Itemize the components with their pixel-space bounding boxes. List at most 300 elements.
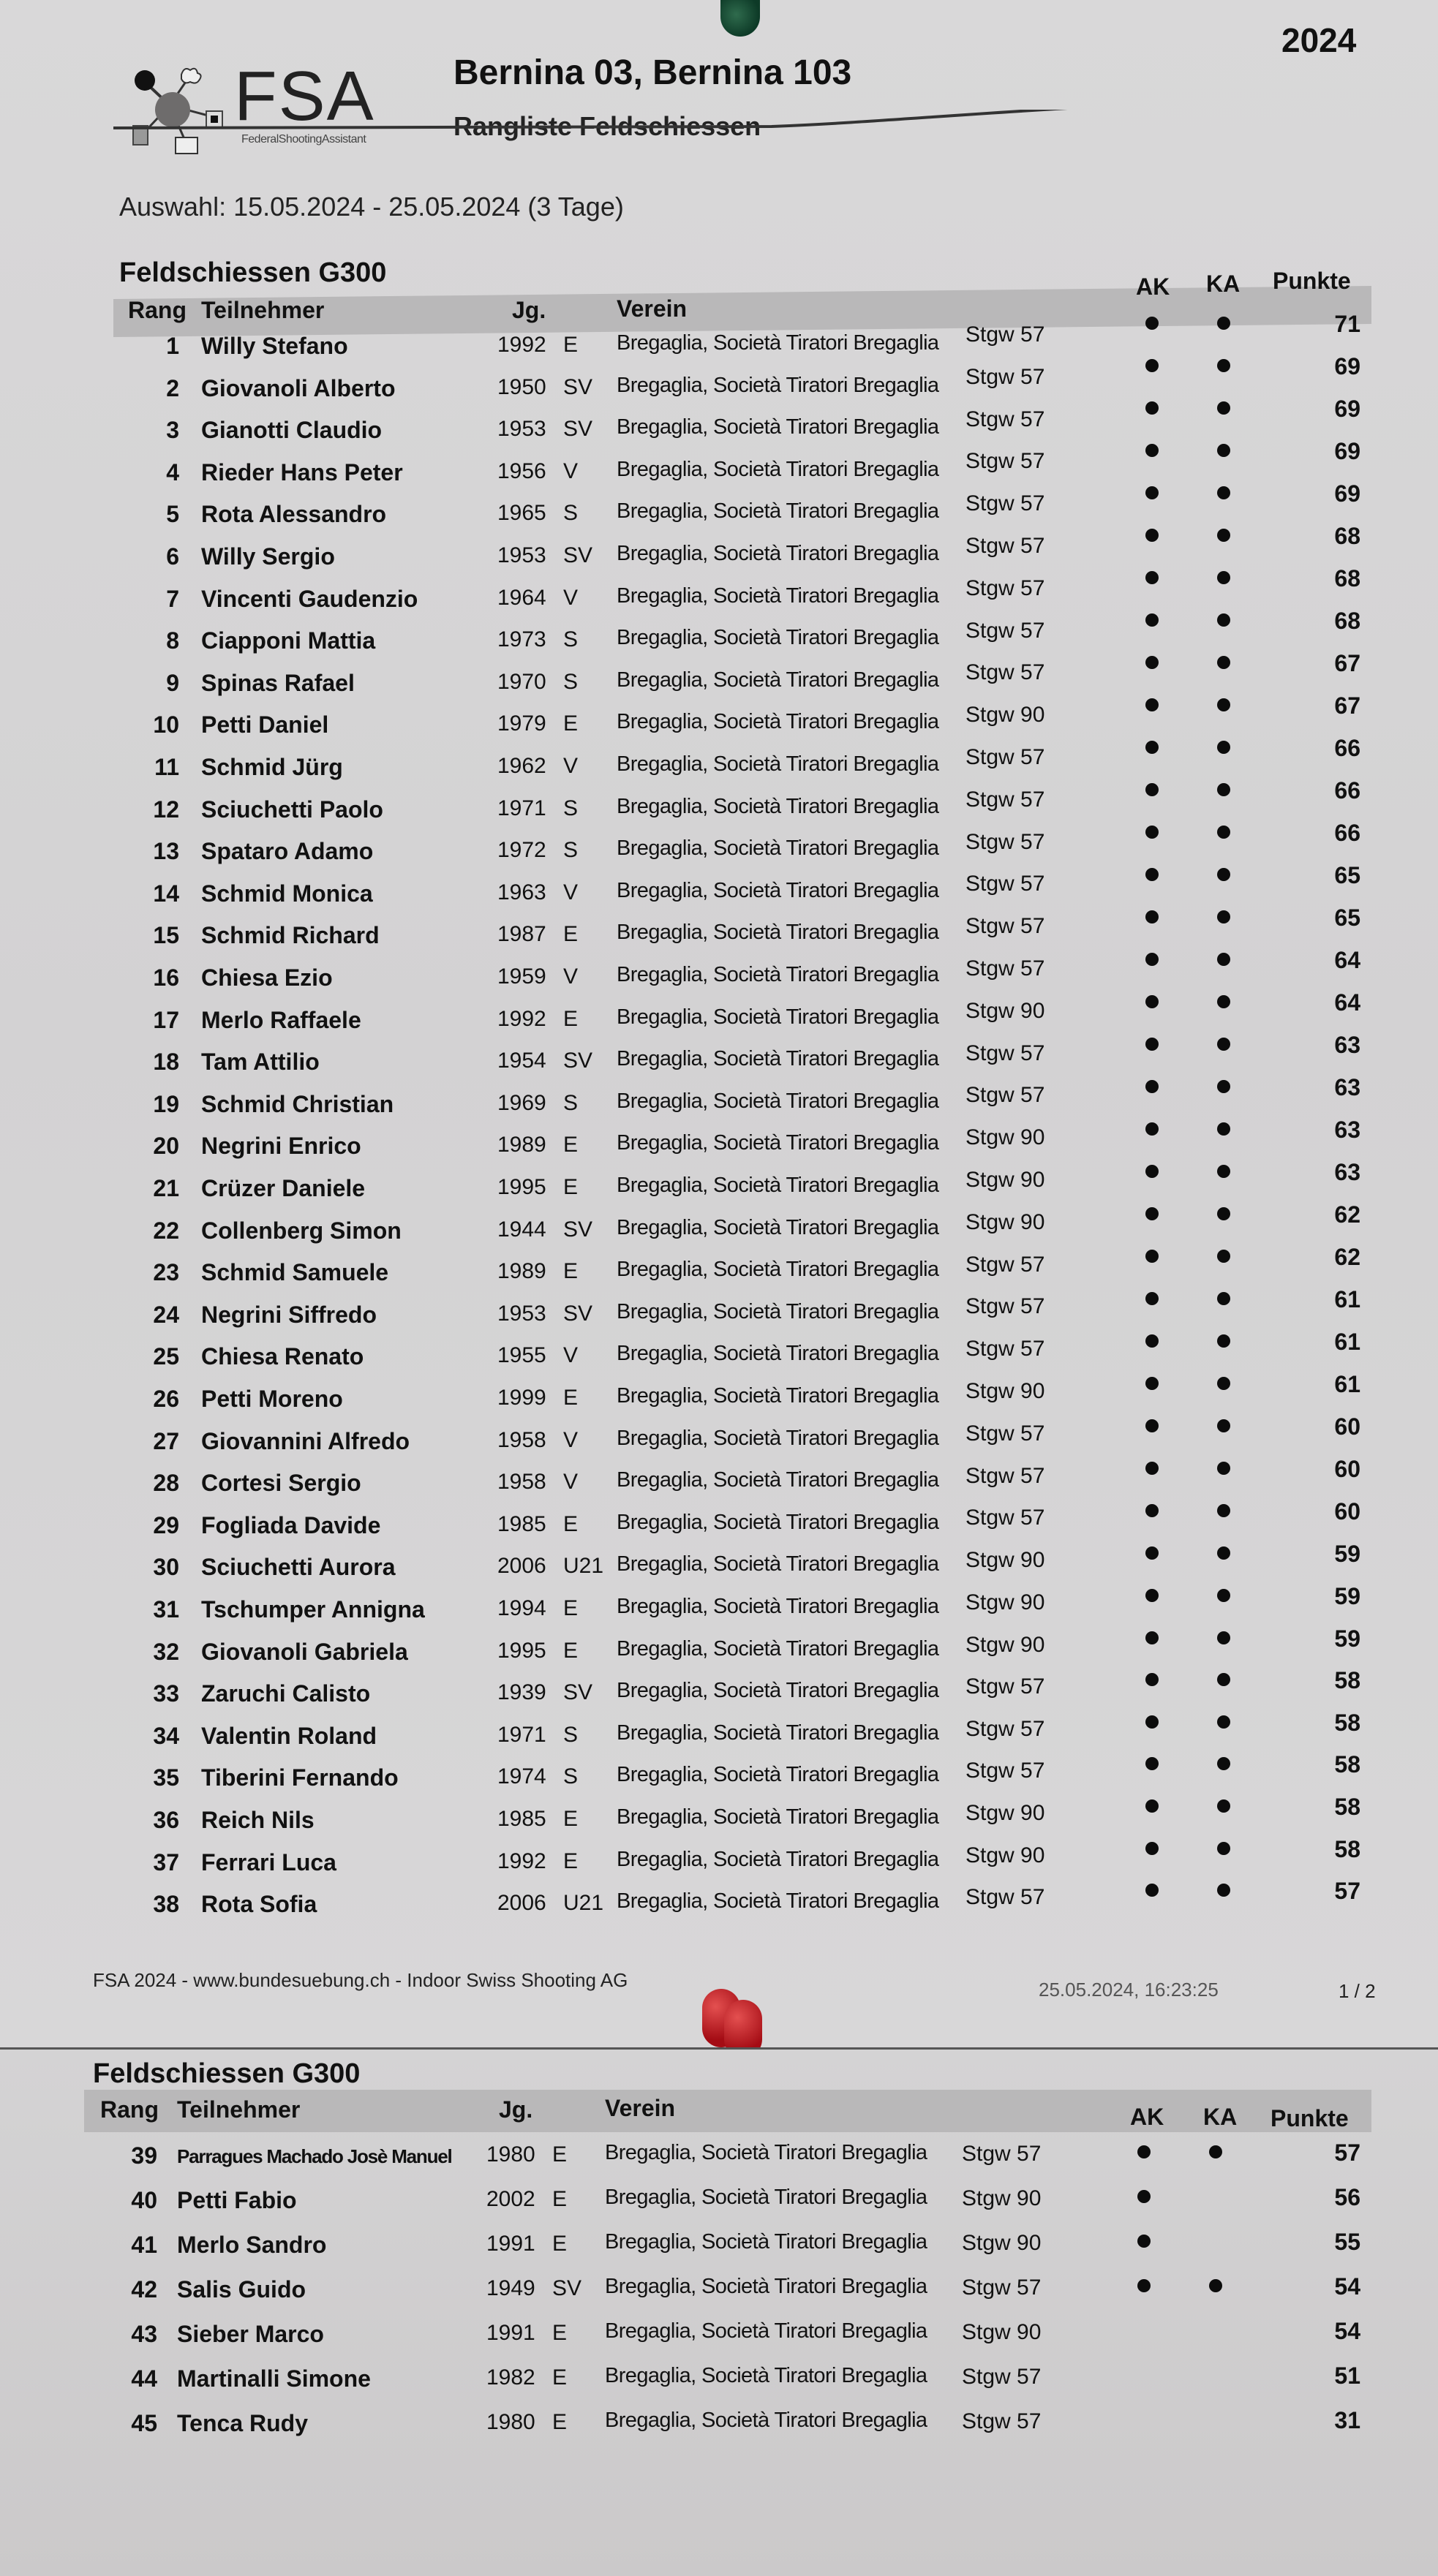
weapon-cell: Stgw 90 (965, 1125, 1045, 1150)
ak-marker-icon (1145, 1842, 1159, 1855)
club-cell: Bregaglia, Società Tiratori Bregaglia (617, 415, 939, 439)
ka-marker-icon (1217, 444, 1230, 457)
logo-subtitle: FederalShootingAssistant (241, 133, 366, 146)
ak-marker-icon (1145, 1546, 1159, 1560)
ak-marker-icon (1145, 1292, 1159, 1305)
weapon-cell: Stgw 57 (965, 914, 1045, 939)
rank-cell: 23 (153, 1259, 179, 1286)
participant-cell: Cortesi Sergio (201, 1470, 361, 1497)
column-header-club: Verein (617, 295, 688, 322)
year-cell: 1994 (497, 1596, 546, 1620)
participant-cell: Tam Attilio (201, 1049, 320, 1076)
participant-cell: Zaruchi Calisto (201, 1680, 371, 1707)
points-cell: 60 (1334, 1456, 1360, 1482)
participant-cell: Giovanoli Gabriela (201, 1638, 408, 1665)
category-cell: E (552, 2321, 568, 2345)
participant-cell: Giovannini Alfredo (201, 1427, 410, 1454)
year-cell: 1965 (497, 501, 546, 526)
participant-cell: Chiesa Ezio (201, 964, 333, 991)
ka-marker-icon (1217, 359, 1230, 372)
category-cell: SV (552, 2276, 582, 2300)
year-cell: 1949 (486, 2276, 535, 2300)
category-cell: S (563, 501, 579, 526)
ka-marker-icon (1217, 826, 1230, 839)
weapon-cell: Stgw 57 (965, 1294, 1045, 1319)
column-header-year: Jg. (512, 297, 546, 323)
club-cell: Bregaglia, Società Tiratori Bregaglia (617, 331, 939, 355)
weapon-cell: Stgw 57 (965, 1337, 1045, 1361)
participant-cell: Spinas Rafael (201, 669, 355, 696)
column-header-rank: Rang (100, 2096, 159, 2123)
ka-marker-icon (1217, 868, 1230, 881)
category-cell: E (563, 922, 579, 947)
ak-marker-icon (1145, 698, 1159, 711)
points-cell: 68 (1334, 523, 1360, 549)
ka-marker-icon (1217, 741, 1230, 754)
ka-marker-icon (1217, 1715, 1230, 1729)
table-row (0, 2318, 1438, 2362)
column-header-points: Punkte (1271, 2105, 1349, 2131)
ak-marker-icon (1145, 995, 1159, 1008)
weapon-cell: Stgw 57 (965, 1716, 1045, 1741)
participant-cell: Schmid Monica (201, 880, 373, 907)
club-cell: Bregaglia, Società Tiratori Bregaglia (617, 836, 939, 861)
year-cell: 1953 (497, 417, 546, 442)
rank-cell: 19 (153, 1090, 179, 1117)
ak-marker-icon (1145, 826, 1159, 839)
club-cell: Bregaglia, Società Tiratori Bregaglia (617, 1595, 939, 1618)
network-logo-icon (124, 60, 234, 155)
year-cell: 1955 (497, 1343, 546, 1368)
category-cell: V (563, 1343, 579, 1368)
participant-cell: Salis Guido (177, 2276, 306, 2303)
club-cell: Bregaglia, Società Tiratori Bregaglia (617, 1679, 939, 1703)
category-cell: E (563, 1848, 579, 1873)
club-cell: Bregaglia, Società Tiratori Bregaglia (617, 626, 939, 650)
rank-cell: 39 (131, 2142, 157, 2169)
year-cell: 1959 (497, 964, 546, 989)
rank-cell: 41 (131, 2232, 157, 2258)
category-cell: S (563, 669, 579, 694)
weapon-cell: Stgw 57 (965, 618, 1045, 643)
weapon-cell: Stgw 90 (962, 2231, 1042, 2255)
ak-marker-icon (1145, 1757, 1159, 1770)
category-cell: S (563, 1722, 579, 1747)
club-cell: Bregaglia, Società Tiratori Bregaglia (617, 752, 939, 776)
points-cell: 59 (1334, 1583, 1360, 1609)
rank-cell: 42 (131, 2276, 157, 2303)
category-cell: V (563, 880, 579, 904)
category-cell: SV (563, 1049, 593, 1073)
points-cell: 68 (1334, 565, 1360, 592)
category-cell: V (563, 1427, 579, 1452)
ak-marker-icon (1145, 1715, 1159, 1729)
participant-cell: Giovanoli Alberto (201, 374, 396, 401)
points-cell: 63 (1334, 1074, 1360, 1100)
ak-marker-icon (1145, 1038, 1159, 1051)
weapon-cell: Stgw 57 (965, 787, 1045, 812)
club-cell: Bregaglia, Società Tiratori Bregaglia (617, 1426, 939, 1450)
points-cell: 55 (1334, 2229, 1360, 2255)
rank-cell: 13 (153, 838, 179, 865)
points-cell: 58 (1334, 1794, 1360, 1820)
ak-marker-icon (1137, 2279, 1151, 2292)
ka-marker-icon (1217, 1122, 1230, 1136)
ak-marker-icon (1145, 529, 1159, 542)
year-cell: 1970 (497, 669, 546, 694)
rank-cell: 16 (153, 964, 179, 991)
year-label: 2024 (1281, 21, 1357, 59)
ak-marker-icon (1137, 2145, 1151, 2158)
year-cell: 1991 (486, 2232, 535, 2256)
points-cell: 64 (1334, 989, 1360, 1016)
year-cell: 1985 (497, 1511, 546, 1536)
participant-cell: Merlo Raffaele (201, 1006, 361, 1033)
points-cell: 67 (1334, 650, 1360, 676)
rank-cell: 30 (153, 1554, 179, 1581)
ak-marker-icon (1145, 868, 1159, 881)
category-cell: S (563, 1764, 579, 1789)
category-cell: E (563, 1259, 579, 1284)
ka-marker-icon (1217, 1080, 1230, 1093)
weapon-cell: Stgw 57 (965, 322, 1045, 347)
column-header-participant: Teilnehmer (201, 297, 325, 323)
rank-cell: 26 (153, 1386, 179, 1412)
footer-page-number: 1 / 2 (1339, 1980, 1376, 2002)
rank-cell: 3 (166, 417, 179, 444)
points-cell: 69 (1334, 438, 1360, 464)
year-cell: 1995 (497, 1175, 546, 1199)
points-cell: 61 (1334, 1286, 1360, 1312)
rank-cell: 38 (153, 1891, 179, 1918)
year-cell: 2006 (497, 1891, 546, 1916)
rank-cell: 6 (166, 543, 179, 570)
rank-cell: 20 (153, 1133, 179, 1160)
club-cell: Bregaglia, Società Tiratori Bregaglia (605, 2275, 927, 2298)
club-cell: Bregaglia, Società Tiratori Bregaglia (617, 668, 939, 692)
weapon-cell: Stgw 57 (965, 1083, 1045, 1108)
year-cell: 1972 (497, 838, 546, 863)
participant-cell: Schmid Richard (201, 922, 380, 949)
column-header-points: Punkte (1273, 268, 1351, 294)
club-cell: Bregaglia, Società Tiratori Bregaglia (617, 963, 939, 986)
participant-cell: Fogliada Davide (201, 1511, 381, 1538)
ak-marker-icon (1145, 1462, 1159, 1475)
category-cell: E (563, 1807, 579, 1831)
participant-cell: Parragues Machado Josè Manuel (177, 2145, 452, 2167)
ka-marker-icon (1217, 529, 1230, 542)
weapon-cell: Stgw 57 (962, 2365, 1042, 2389)
ak-marker-icon (1145, 783, 1159, 796)
rank-cell: 12 (153, 796, 179, 823)
year-cell: 2002 (486, 2187, 535, 2211)
ak-marker-icon (1145, 1673, 1159, 1686)
participant-cell: Willy Stefano (201, 333, 348, 359)
weapon-cell: Stgw 90 (965, 1843, 1045, 1867)
ak-marker-icon (1145, 1884, 1159, 1897)
weapon-cell: Stgw 90 (962, 2320, 1042, 2344)
ka-marker-icon (1217, 1799, 1230, 1813)
club-cell: Bregaglia, Società Tiratori Bregaglia (617, 1763, 939, 1787)
ak-marker-icon (1145, 1250, 1159, 1263)
category-cell: E (563, 711, 579, 736)
rank-cell: 29 (153, 1511, 179, 1538)
points-cell: 63 (1334, 1117, 1360, 1143)
points-cell: 69 (1334, 480, 1360, 507)
club-cell: Bregaglia, Società Tiratori Bregaglia (605, 2230, 927, 2254)
club-cell: Bregaglia, Società Tiratori Bregaglia (617, 499, 939, 524)
section-title: Feldschiessen G300 (119, 257, 387, 288)
ak-marker-icon (1145, 1419, 1159, 1432)
participant-cell: Gianotti Claudio (201, 417, 383, 444)
table-row (0, 2407, 1438, 2451)
rank-cell: 44 (131, 2365, 157, 2392)
ka-marker-icon (1217, 1250, 1230, 1263)
club-cell: Bregaglia, Società Tiratori Bregaglia (617, 1342, 939, 1366)
points-cell: 54 (1334, 2273, 1360, 2300)
ak-marker-icon (1145, 1377, 1159, 1390)
club-cell: Bregaglia, Società Tiratori Bregaglia (617, 1174, 939, 1197)
ak-marker-icon (1145, 317, 1159, 330)
header-divider (113, 110, 1371, 139)
weapon-cell: Stgw 57 (965, 1421, 1045, 1446)
points-cell: 59 (1334, 1541, 1360, 1567)
participant-cell: Schmid Samuele (201, 1259, 389, 1286)
category-cell: V (563, 964, 579, 989)
points-cell: 64 (1334, 947, 1360, 973)
rank-cell: 22 (153, 1217, 179, 1244)
ak-marker-icon (1145, 1080, 1159, 1093)
points-cell: 57 (1334, 1878, 1360, 1905)
points-cell: 66 (1334, 820, 1360, 846)
ak-marker-icon (1145, 1799, 1159, 1813)
rank-cell: 18 (153, 1049, 179, 1076)
club-cell: Bregaglia, Società Tiratori Bregaglia (617, 1131, 939, 1155)
ka-marker-icon (1217, 1504, 1230, 1517)
points-cell: 71 (1334, 311, 1360, 337)
rank-cell: 9 (166, 669, 179, 696)
year-cell: 1987 (497, 922, 546, 947)
rank-cell: 1 (166, 333, 179, 359)
year-cell: 1992 (497, 1006, 546, 1031)
ak-marker-icon (1145, 444, 1159, 457)
points-cell: 67 (1334, 692, 1360, 719)
points-cell: 60 (1334, 1413, 1360, 1440)
participant-cell: Valentin Roland (201, 1722, 377, 1749)
participant-cell: Rieder Hans Peter (201, 458, 403, 486)
rank-cell: 35 (153, 1764, 179, 1791)
fsa-logo (124, 57, 468, 155)
rank-cell: 31 (153, 1596, 179, 1623)
weapon-cell: Stgw 90 (965, 1632, 1045, 1657)
club-cell: Bregaglia, Società Tiratori Bregaglia (617, 1089, 939, 1113)
weapon-cell: Stgw 57 (965, 1674, 1045, 1699)
ka-marker-icon (1217, 1292, 1230, 1305)
weapon-cell: Stgw 57 (965, 1506, 1045, 1530)
section-title: Feldschiessen G300 (93, 2058, 361, 2089)
category-cell: V (563, 458, 579, 483)
weapon-cell: Stgw 57 (965, 491, 1045, 516)
year-cell: 1974 (497, 1764, 546, 1789)
ka-marker-icon (1217, 1419, 1230, 1432)
points-cell: 58 (1334, 1709, 1360, 1736)
points-cell: 58 (1334, 1835, 1360, 1862)
club-cell: Bregaglia, Società Tiratori Bregaglia (617, 710, 939, 734)
weapon-cell: Stgw 57 (965, 1463, 1045, 1488)
category-cell: E (552, 2232, 568, 2256)
club-cell: Bregaglia, Società Tiratori Bregaglia (605, 2141, 927, 2164)
weapon-cell: Stgw 57 (962, 2275, 1042, 2300)
year-cell: 1963 (497, 880, 546, 904)
ka-marker-icon (1217, 401, 1230, 415)
ka-marker-icon (1217, 1462, 1230, 1475)
weapon-cell: Stgw 90 (965, 998, 1045, 1023)
rank-cell: 25 (153, 1343, 179, 1370)
club-cell: Bregaglia, Società Tiratori Bregaglia (605, 2319, 927, 2343)
club-cell: Bregaglia, Società Tiratori Bregaglia (617, 1005, 939, 1029)
rank-cell: 43 (131, 2321, 157, 2347)
club-cell: Bregaglia, Società Tiratori Bregaglia (605, 2186, 927, 2209)
weapon-cell: Stgw 57 (965, 1040, 1045, 1065)
category-cell: E (563, 1386, 579, 1410)
green-pushpin-icon (720, 0, 760, 37)
category-cell: S (563, 796, 579, 820)
ka-marker-icon (1217, 1757, 1230, 1770)
table-row (0, 2184, 1438, 2228)
points-cell: 68 (1334, 608, 1360, 634)
rank-cell: 27 (153, 1427, 179, 1454)
table-row (0, 1878, 1438, 1932)
participant-cell: Crüzer Daniele (201, 1175, 366, 1201)
club-cell: Bregaglia, Società Tiratori Bregaglia (617, 1847, 939, 1871)
participant-cell: Willy Sergio (201, 543, 335, 570)
points-cell: 62 (1334, 1244, 1360, 1270)
category-cell: E (563, 1596, 579, 1620)
participant-cell: Negrini Enrico (201, 1133, 361, 1160)
year-cell: 1999 (497, 1386, 546, 1410)
participant-cell: Reich Nils (201, 1807, 315, 1833)
year-cell: 1953 (497, 1301, 546, 1326)
participant-cell: Rota Alessandro (201, 501, 387, 528)
category-cell: SV (563, 374, 593, 399)
club-cell: Bregaglia, Società Tiratori Bregaglia (617, 1468, 939, 1492)
year-cell: 1979 (497, 711, 546, 736)
participant-cell: Schmid Christian (201, 1090, 394, 1117)
rank-cell: 14 (153, 880, 179, 907)
points-cell: 60 (1334, 1498, 1360, 1525)
points-cell: 58 (1334, 1751, 1360, 1778)
year-cell: 1992 (497, 333, 546, 357)
year-cell: 1971 (497, 796, 546, 820)
ka-marker-icon (1217, 1165, 1230, 1178)
points-cell: 61 (1334, 1371, 1360, 1397)
weapon-cell: Stgw 57 (965, 407, 1045, 431)
weapon-cell: Stgw 57 (965, 449, 1045, 474)
ka-marker-icon (1217, 995, 1230, 1008)
year-cell: 1939 (497, 1680, 546, 1705)
club-cell: Bregaglia, Società Tiratori Bregaglia (605, 2364, 927, 2387)
club-cell: Bregaglia, Società Tiratori Bregaglia (617, 1215, 939, 1239)
year-cell: 1962 (497, 754, 546, 778)
ka-marker-icon (1217, 1842, 1230, 1855)
club-cell: Bregaglia, Società Tiratori Bregaglia (617, 583, 939, 608)
ka-marker-icon (1217, 783, 1230, 796)
year-cell: 1973 (497, 627, 546, 652)
year-cell: 1954 (497, 1049, 546, 1073)
ak-marker-icon (1145, 613, 1159, 627)
participant-cell: Sciuchetti Paolo (201, 796, 383, 823)
year-cell: 1989 (497, 1133, 546, 1157)
category-cell: SV (563, 1680, 593, 1705)
ka-marker-icon (1217, 1546, 1230, 1560)
weapon-cell: Stgw 57 (962, 2142, 1042, 2166)
footer-timestamp: 25.05.2024, 16:23:25 (1039, 1979, 1219, 2001)
points-cell: 69 (1334, 353, 1360, 379)
date-selection: Auswahl: 15.05.2024 - 25.05.2024 (3 Tage) (119, 192, 624, 222)
column-header-club: Verein (605, 2095, 676, 2121)
club-cell: Bregaglia, Società Tiratori Bregaglia (617, 1299, 939, 1323)
ka-marker-icon (1217, 486, 1230, 499)
points-cell: 66 (1334, 735, 1360, 761)
weapon-cell: Stgw 90 (965, 1209, 1045, 1234)
ka-marker-icon (1217, 1631, 1230, 1644)
ak-marker-icon (1145, 1589, 1159, 1602)
participant-cell: Collenberg Simon (201, 1217, 402, 1244)
points-cell: 51 (1334, 2362, 1360, 2389)
rank-cell: 10 (153, 711, 179, 739)
weapon-cell: Stgw 57 (965, 534, 1045, 558)
points-cell: 65 (1334, 862, 1360, 888)
points-cell: 54 (1334, 2318, 1360, 2344)
rank-cell: 5 (166, 501, 179, 528)
ak-marker-icon (1137, 2235, 1151, 2248)
weapon-cell: Stgw 90 (962, 2186, 1042, 2210)
participant-cell: Petti Moreno (201, 1386, 343, 1412)
table-row (0, 2362, 1438, 2406)
ka-marker-icon (1209, 2145, 1222, 2158)
rank-cell: 28 (153, 1470, 179, 1497)
participant-cell: Sciuchetti Aurora (201, 1554, 396, 1581)
category-cell: E (563, 1006, 579, 1031)
ak-marker-icon (1137, 2190, 1151, 2203)
participant-cell: Sieber Marco (177, 2321, 324, 2347)
year-cell: 1980 (486, 2142, 535, 2167)
category-cell: E (563, 1511, 579, 1536)
club-cell: Bregaglia, Società Tiratori Bregaglia (617, 794, 939, 818)
column-header-ak: AK (1130, 2104, 1164, 2130)
ka-marker-icon (1217, 910, 1230, 923)
participant-cell: Ferrari Luca (201, 1848, 336, 1876)
ak-marker-icon (1145, 1207, 1159, 1220)
year-cell: 1953 (497, 543, 546, 567)
rank-cell: 7 (166, 585, 179, 612)
ka-marker-icon (1217, 656, 1230, 669)
weapon-cell: Stgw 57 (965, 364, 1045, 389)
table-row (0, 2229, 1438, 2273)
participant-cell: Petti Daniel (201, 711, 329, 739)
weapon-cell: Stgw 90 (965, 1548, 1045, 1573)
ak-marker-icon (1145, 571, 1159, 584)
table-row (0, 2273, 1438, 2317)
year-cell: 2006 (497, 1554, 546, 1579)
club-cell: Bregaglia, Società Tiratori Bregaglia (617, 1384, 939, 1408)
year-cell: 1989 (497, 1259, 546, 1284)
category-cell: V (563, 585, 579, 610)
column-header-ak: AK (1136, 273, 1170, 300)
ka-marker-icon (1209, 2279, 1222, 2292)
year-cell: 1964 (497, 585, 546, 610)
category-cell: U21 (563, 1554, 604, 1579)
